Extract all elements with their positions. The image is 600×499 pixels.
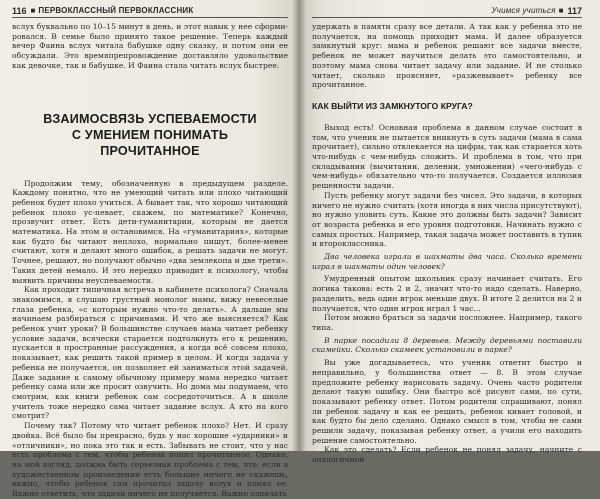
body-paragraph: Умудренный опытом школьник сразу начинает считать. Его логика такова: есть 2 и 2, значит что-то надо сделать. Наверно, разделить, ведь один игрок меньше двух. В итоге 2 делится на 2 и получается, что один игрок играл 1 час... — [312, 274, 582, 313]
intro-paragraph: удержать в памяти сразу все детали. А так как у ребенка это не получается, на помощь приходит мама. И далее образуется замкнутый круг: мама и ребенок решают все задачи вместе, ребенок не может научиться делать это самостоятельно, и поэтому мама снова читает задачу или задание. И не столько читает, сколько проясняет, «разжевывает» ребенку все прочитанное. — [312, 22, 582, 90]
running-title-right: Учимся учиться — [491, 6, 556, 15]
section-heading-line: ВЗАИМОСВЯЗЬ УСПЕВАЕМОСТИ — [43, 111, 257, 126]
example-problem: В парке посадили 8 деревьев. Между деревьями поставили скамейки. Сколько скамеек установили в парке? — [312, 335, 582, 355]
section-heading-line: ПРОЧИТАННОЕ — [100, 143, 200, 158]
body-paragraph: Выход есть! Основная проблема в данном случае состоит в том, что ученик не пытается вникнуть в суть задачи (мама в сама прочитает), сильно отвлекается на цифры, так как старается хоть что-нибудь с чем-нибудь сложить. И проблема в том, что при складывании (вычитании, делении, умножении) «чего-нибудь с чем-нибудь» обязательно что-то получается. Создается иллюзия решенности задачи. — [312, 122, 582, 191]
example-problem: Два человека играли в шахматы два часа. Сколько времени играл в шахматы один человек? — [312, 252, 582, 271]
right-page — [298, 0, 600, 465]
body-paragraph: Пусть ребенку могут задачи без чисел. Это задачи, в которых ничего не нужно считать (хотя иногда в них числа присутствуют), но нужно уловить суть. Какие это должны быть задачи? Зависит от возраста ребенка и его уровня подготовки. Начинать нужно с самых простых. Например, такая задача может поставить в тупик и второклассника. — [312, 190, 582, 249]
running-title-left: ПЕРВОКЛАССНЫЙ ПЕРВОКЛАССНИК — [38, 6, 194, 15]
page-number-right: 117 — [567, 5, 582, 16]
left-page-header — [12, 4, 288, 18]
body-paragraph: Продолжим тему, обозначенную в предыдущем разделе. Каждому понятно, что не умеющий читать или плохо читающий ребенок будет плохо учиться. А бывает так, что хорошо читающий ребенок плохо ус-певает, скажем, по математике? Конечно, прозвучит ответ. Есть дети-гуманитарии, которым не дается математика. На этом и остановимся. На «гуманитариях», которые как будто бы читают неплохо, нормально пишут, более-менее считают, хотя и делают много ошибок, а решать задачи не могут. Точнее, решают, но получают обычно «два землекопа и две трети». Таких детей немало. И это нередко приводит к психологу, чтобы выявить причины неуспеваемости. — [12, 178, 288, 285]
section-heading-left — [12, 111, 288, 159]
header-square-marker: ■ — [30, 6, 36, 15]
body-paragraph: Потом можно браться за задачи посложнее. Например, такого типа. — [312, 313, 582, 332]
body-paragraph: Почему так? Потому что читает ребенок плохо? Нет. И сразу двойка. Всё было бы прекрасно, будь у нас хорошие «ударники» и «отличники», но пока это так и есть. Забывать не стоит, что у нас есть проблема с тем, чтобы ребенок понял прочитанное. Однако, на мой взгляд, должна быть серьезная проблема с тем, что, если в художественном произведении есть большие ничего не скажешь, важно, чтобы ребенок сам прочитал задачу вслух и понял ее. Важно ответить, что задачи ничего не получается. Важно означать — [12, 421, 288, 499]
body-paragraph: Как проходит типичная встреча в кабинете психолога? Сначала знакомимся, я слушаю грустный монолог мамы, вижу невеселые глаза ребенка, «с которым нужно что-то делать». А дальше мы начинаем разбираться с причинами. И что же выясняется? Как ребенок учит уроки? В большинстве случаев мама читает ребенку условие задачи, всячески старается подтолкнуть его к решению, пускается в пространные рассуждения, а когда всё совсем плохо, показывает, как решить такой пример в целом. И когда задача у ребенка не получается, он позволяет ей заниматься этой задачей. Даже задание к самому обычному примеру мама нередко читает ребенку сама или же просит озвучить. Но дома мы подумаем, что смотрим, как книги ребенок сам сосредоточиться. А в школе учитель тоже нередко сама читает задание вслух. А кто на кого смотрит? — [12, 285, 288, 421]
left-page — [0, 0, 298, 499]
header-square-marker: ■ — [558, 6, 564, 15]
right-page-header — [312, 4, 582, 18]
section-heading-line: С УМЕНИЕМ ПОНИМАТЬ — [71, 127, 229, 142]
intro-paragraph: вслух буквально по 10–15 минут в день, и этот навык у нее сформи-ровался. В семье было принято такое решение. Теперь каждый вечер Фаина вслух читала бабушке одну сказку, и потом они ее обсуждали. Это времяпрепровождение доставляло удовольствие как девочке, так и бабушке. И Фаина стала читать вслух быстрее. — [12, 22, 288, 70]
body-paragraph: Как это сделать? Если ребенок не понял задачу, начните с аналогичной — [312, 445, 582, 465]
body-paragraph: Вы уже догадываетесь, что ученик ответит быстро и неправильно, у большинства ответ — 8. В этом случае предложите ребенку нарисовать задачу. Очень часто родители делают такую ошибку. Они быстро всё рисуют сами, по сути, показывают ребенку ответ. Потом родители спрашивают, понял ли ребенок задачу и как ее решить, ребенок кивает головой, и как будто бы дело сделано. Однако смысл в том, чтобы не сами решили задачу, показывая ребенку ответ, а учили его находить решение самостоятельно. — [312, 358, 582, 445]
right-body-text — [312, 123, 582, 465]
page-number-left: 116 — [12, 5, 27, 16]
section-heading-right: КАК ВЫЙТИ ИЗ ЗАМКНУТОГО КРУГА? — [312, 100, 473, 111]
